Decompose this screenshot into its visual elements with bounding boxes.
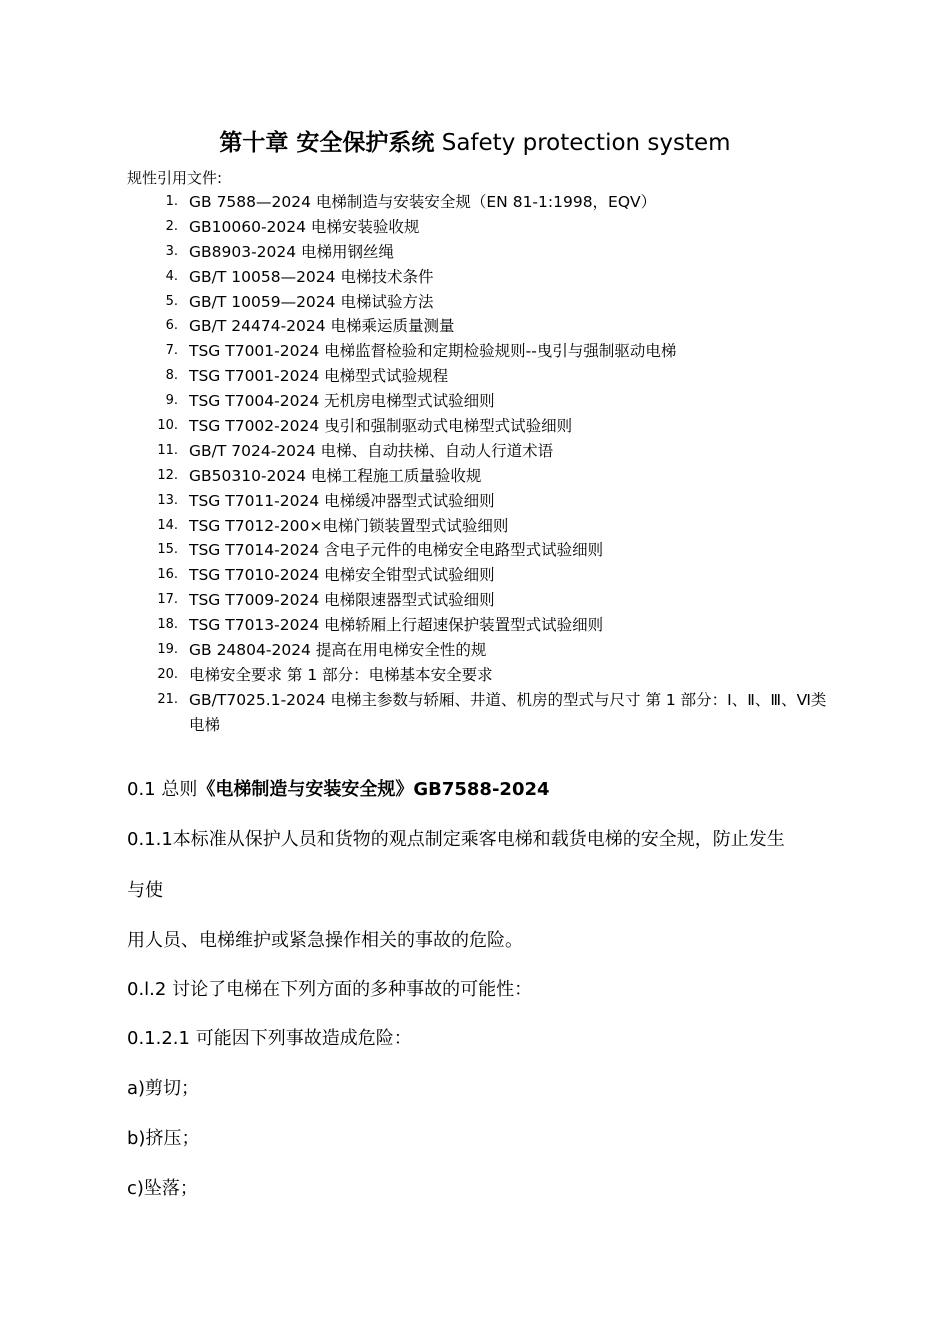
list-item-number: 14. — [157, 517, 178, 533]
section-heading-prefix: 0.1 总则 — [127, 779, 198, 800]
section-heading-title: 《电梯制造与安装安全规》GB7588-2024 — [197, 779, 550, 800]
list-item — [127, 240, 847, 265]
list-item-number: 2. — [165, 218, 178, 234]
list-item — [127, 663, 847, 688]
list-item-number: 16. — [157, 567, 178, 583]
list-item — [127, 613, 847, 638]
section-heading — [127, 775, 550, 801]
list-item-text: TSG T7002-2024 曳引和强制驱动式电梯型式试验细则 — [189, 417, 573, 436]
body-paragraph: 0.1.1本标准从保护人员和货物的观点制定乘客电梯和载货电梯的安全规，防止发生 — [127, 829, 785, 850]
list-item-text: GB 7588—2024 电梯制造与安装安全规（EN 81-1:1998，EQV） — [189, 193, 657, 211]
list-item-number: 17. — [157, 592, 178, 608]
list-item-number: 3. — [165, 243, 178, 259]
list-item-number: 8. — [165, 368, 178, 384]
list-item-text: TSG T7001-2024 电梯型式试验规程 — [189, 367, 449, 386]
list-item — [127, 414, 847, 439]
list-item-text: GB/T 10058—2024 电梯技术条件 — [189, 267, 434, 286]
references-label: 规性引用文件: — [127, 169, 223, 187]
list-item-number: 19. — [157, 642, 178, 658]
list-item-text: TSG T7011-2024 电梯缓冲器型式试验细则 — [189, 491, 495, 510]
list-item-number: 15. — [157, 542, 178, 558]
list-item — [127, 215, 847, 240]
list-item-c: c)坠落； — [127, 1178, 198, 1199]
list-item-text: TSG T7001-2024 电梯监督检验和定期检验规则--曳引与强制驱动电梯 — [189, 342, 677, 361]
chapter-title — [0, 124, 950, 157]
list-item — [127, 439, 847, 464]
list-item-b: b)挤压； — [127, 1128, 200, 1149]
list-item-number: 7. — [165, 343, 178, 359]
list-item-text: TSG T7012-200×电梯门锁装置型式试验细则 — [189, 516, 509, 535]
list-item-number: 20. — [157, 666, 178, 682]
list-item — [127, 563, 847, 588]
body-paragraph: 0.l.2 讨论了电梯在下列方面的多种事故的可能性： — [127, 979, 533, 1000]
list-item — [127, 638, 847, 663]
list-item-text: TSG T7010-2024 电梯安全钳型式试验细则 — [189, 566, 495, 585]
list-item-text: GB8903-2024 电梯用钢丝绳 — [189, 242, 395, 261]
body-paragraph: 0.1.2.1 可能因下列事故造成危险： — [127, 1028, 412, 1049]
body-paragraph: 与使 — [127, 880, 163, 901]
list-item-number: 12. — [157, 467, 178, 483]
list-item — [127, 464, 847, 489]
list-item-number: 11. — [157, 442, 178, 458]
list-item-text: TSG T7004-2024 无机房电梯型式试验细则 — [189, 392, 495, 411]
list-item-number: 6. — [165, 318, 178, 334]
body-paragraph: 用人员、电梯维护或紧急操作相关的事故的危险。 — [127, 930, 523, 951]
list-item — [127, 364, 847, 389]
list-item-number: 21. — [157, 691, 178, 707]
chapter-title-cn: 第十章 安全保护系统 — [219, 130, 435, 156]
list-item-text: GB/T 24474-2024 电梯乘运质量测量 — [189, 317, 455, 336]
list-item-text: TSG T7009-2024 电梯限速器型式试验细则 — [189, 591, 495, 610]
list-item — [127, 588, 847, 613]
list-item — [127, 688, 847, 738]
list-item-number: 18. — [157, 617, 178, 633]
list-item-a: a)剪切； — [127, 1078, 200, 1099]
list-item-text: 电梯安全要求 第 1 部分：电梯基本安全要求 — [189, 665, 493, 684]
list-item-text: GB 24804-2024 提高在用电梯安全性的规 — [189, 641, 487, 660]
list-item — [127, 489, 847, 514]
list-item-text: GB10060-2024 电梯安装验收规 — [189, 217, 420, 236]
list-item-number: 9. — [165, 393, 178, 409]
list-item-number: 4. — [165, 268, 178, 284]
list-item-text: GB/T7025.1-2024 电梯主参数与轿厢、井道、机房的型式与尺寸 第 1 部分：Ⅰ、Ⅱ、Ⅲ、Ⅵ类电梯 — [189, 690, 827, 734]
references-list — [127, 190, 847, 738]
list-item-text: TSG T7014-2024 含电子元件的电梯安全电路型式试验细则 — [189, 541, 604, 560]
list-item — [127, 265, 847, 290]
list-item — [127, 190, 847, 215]
list-item-number: 13. — [157, 492, 178, 508]
list-item — [127, 314, 847, 339]
list-item-text: GB/T 10059—2024 电梯试验方法 — [189, 292, 434, 311]
list-item-text: GB/T 7024-2024 电梯、自动扶梯、自动人行道术语 — [189, 441, 554, 460]
list-item-number: 1. — [165, 194, 178, 209]
chapter-title-en: Safety protection system — [434, 130, 731, 156]
list-item — [127, 339, 847, 364]
list-item-number: 5. — [165, 293, 178, 309]
list-item — [127, 538, 847, 563]
list-item — [127, 290, 847, 315]
list-item-text: GB50310-2024 电梯工程施工质量验收规 — [189, 466, 482, 485]
list-item — [127, 389, 847, 414]
list-item-text: TSG T7013-2024 电梯轿厢上行超速保护装置型式试验细则 — [189, 616, 604, 635]
list-item-number: 10. — [157, 418, 178, 434]
list-item — [127, 514, 847, 539]
